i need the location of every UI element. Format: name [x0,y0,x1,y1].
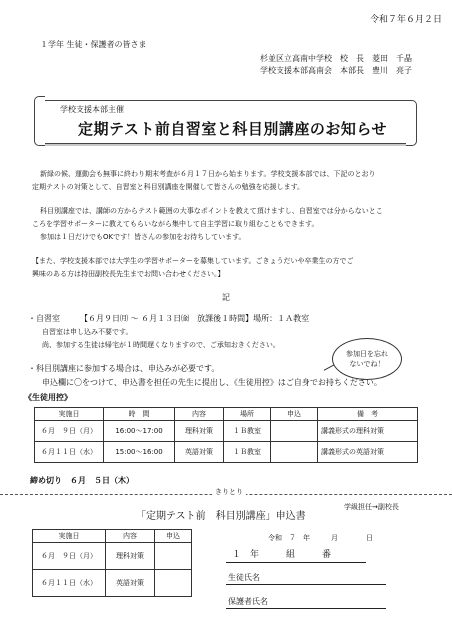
kamoku-line1: ・科目別講座に参加する場合は、申込みが必要です。 [28,364,220,373]
student-name-field[interactable] [226,584,386,585]
jishu-label: ・自習室 [28,314,60,323]
form-col-content: 内容 [106,530,155,543]
cell-place: １Ｂ教室 [224,442,271,463]
form-date-line[interactable]: 令和 ７ 年 月 日 [268,534,373,542]
para2-line3: 参加は１日だけでもOKです！皆さんの参加をお待ちしています。 [40,233,246,241]
jishu-note1: 自習室は申し込み不要です。 [42,328,133,336]
class-underline [226,562,366,563]
col-apply: 申込 [271,408,318,421]
cell-place: １Ｂ教室 [224,421,271,442]
submit-route: 学級担任→副校長 [344,503,399,511]
form-col-date: 実施日 [33,530,106,543]
form-cell-apply[interactable] [155,543,192,570]
form-cell-content: 理科対策 [106,543,155,570]
form-cell-apply[interactable] [155,570,192,597]
student-name-label: 生徒氏名 [228,573,260,582]
para2-line1: 科目別講座では、講師の方からテスト範囲の大事なポイントを教えて頂けますし、自習室では分からないとこ [40,207,383,215]
col-place: 場所 [224,408,271,421]
table-header-row [35,408,418,421]
col-time: 時 間 [104,408,175,421]
para1-line1: 新緑の候、運動会も無事に終わり期末考査が６月１７日から始まります。学校支援本部では、下記のとおり [40,170,376,178]
cell-time: 15:00〜16:00 [104,442,175,463]
issue-date: 令和７年６月２日 [370,15,443,25]
cell-apply[interactable] [271,421,318,442]
cell-date: ６月１１日（水） [35,442,104,463]
table-row [33,570,192,597]
form-cell-date: ６月１１日（水） [33,570,106,597]
form-col-apply: 申込 [155,530,192,543]
kamoku-line2: 申込欄に〇をつけて、申込書を担任の先生に提出し、《生徒用控》はご自身でお持ちください。 [42,378,382,387]
student-copy-heading: 《生徒用控》 [24,393,72,402]
col-date: 実施日 [35,408,104,421]
cell-content: 英語対策 [175,442,224,463]
table-row [35,421,418,442]
title-banner [34,96,417,146]
banner-subtitle: 学校支援本部主催 [60,105,124,114]
form-title: 「定期テスト前 科目別講座」申込書 [136,511,306,522]
cell-date: ６月 ９日（月） [35,421,104,442]
form-cell-content: 英語対策 [106,570,155,597]
form-table [32,529,192,597]
table-row [33,543,192,570]
para2-line2: ころを学習サポーターに教えてもらいながら集中して自主学習に取り組むこともできます。 [32,220,319,228]
kiritori-label: きりとり [212,488,246,497]
para3-line1: 【また、学校支援本部では大学生の学習サポーターを募集しています。ごきょうだいや卒業生の方でご [32,257,354,265]
table-row [35,442,418,463]
bubble-line2: ないでね！ [349,360,385,368]
col-content: 内容 [175,408,224,421]
parent-name-field[interactable] [226,608,386,609]
bubble-line1: 参加日を忘れ [346,350,388,358]
cell-apply[interactable] [271,442,318,463]
para3-line2: 興味のある方は持田副校長先生までお問い合わせください。】 [32,270,225,278]
student-copy-table [34,407,418,463]
col-remarks: 備 考 [318,408,418,421]
cell-remarks: 講義形式の英語対策 [318,442,418,463]
form-cell-date: ６月 ９日（月） [33,543,106,570]
parent-name-label: 保護者氏名 [228,597,268,606]
sender-support: 学校支援本部高南会 本部長 豊川 亮子 [260,66,412,75]
jishu-detail: 【６月９日㈪ 〜 ６月１３日㈮ 放課後１時間】場所：１Ａ教室 [80,314,310,323]
reminder-bubble [332,338,402,380]
class-number-line[interactable]: １ 年 組 番 [232,550,332,560]
para1-line2: 定期テストの対策として、自習室と科目別講座を開催して皆さんの勉強を応援します。 [32,183,305,191]
page-title: 定期テスト前自習室と科目別講座のお知らせ [78,120,387,138]
cell-content: 理科対策 [175,421,224,442]
sender-principal: 杉並区立高南中学校 校 長 菱田 千晶 [260,54,412,63]
jishu-note2: 尚、参加する生徒は帰宅が１時間遅くなりますので、ご承知おきください。 [42,341,280,349]
table-header-row [33,530,192,543]
cell-time: 16:00〜17:00 [104,421,175,442]
recipient: １学年 生徒・保護者の皆さま [40,40,147,49]
cell-remarks: 講義形式の理科対策 [318,421,418,442]
ki-mark: 記 [222,293,230,302]
deadline: 締め切り ６月 ５日（木） [30,476,134,485]
